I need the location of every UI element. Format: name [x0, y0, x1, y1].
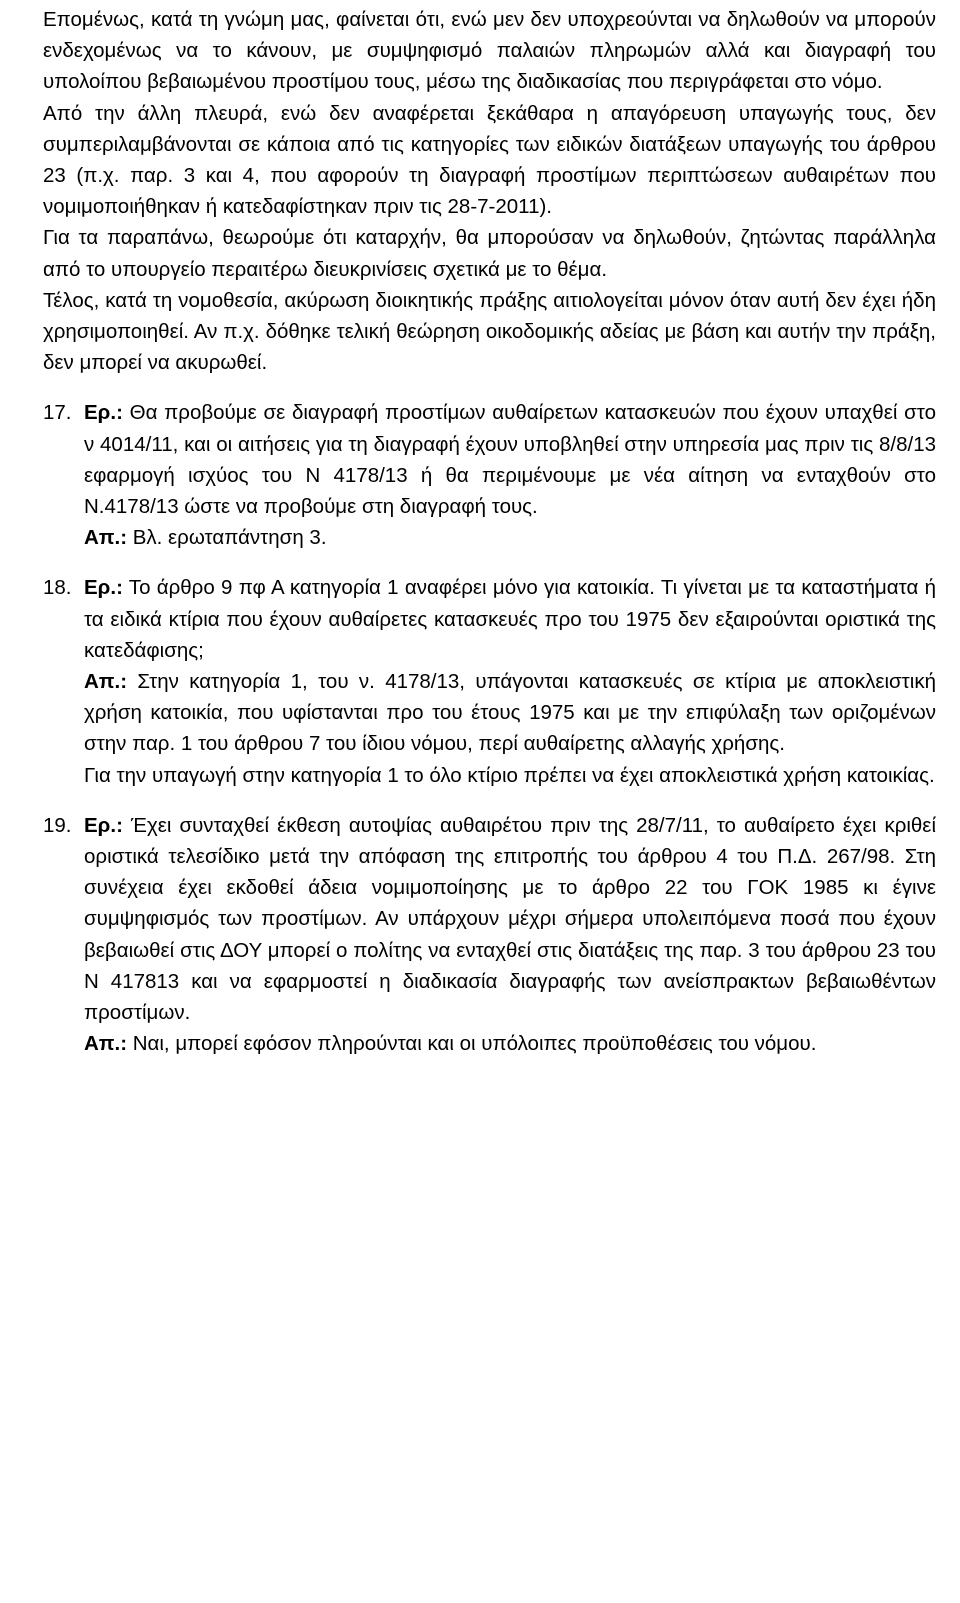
- answer-label: Απ.: [84, 526, 121, 550]
- question-text: [84, 572, 936, 666]
- answer-text: [43, 666, 936, 760]
- question-label: Ερ.: [84, 401, 117, 425]
- qa-item-17: [43, 397, 936, 553]
- qa-item-18: [43, 572, 936, 790]
- answer-body: Ναι, μπορεί εφόσον πληρούνται και οι υπόλοιπες προϋποθέσεις του νόμου.: [127, 1032, 817, 1056]
- answer-label: Απ.: [84, 1032, 121, 1056]
- intro-paragraph-4: Τέλος, κατά τη νομοθεσία, ακύρωση διοικητικής πράξης αιτιολογείται μόνον όταν αυτή δεν έχει ήδη χρησιμοποιηθεί. Αν π.χ. δόθηκε τελική θεώρηση οικοδομικής αδείας με βάση και αυτήν την πράξη, δεν μπορεί να ακυρωθεί.: [43, 288, 936, 375]
- question-body: Το άρθρο 9 πφ Α κατηγορία 1 αναφέρει μόνο για κατοικία. Τι γίνεται με τα καταστήματα ή τα ειδικά κτίρια που έχουν αυθαίρετες κατασκευές προ του 1975 δεν εξαιρούνται οριστικά της κατεδάφισης;: [84, 576, 936, 662]
- question-line: [43, 397, 936, 522]
- item-number: 19.: [43, 813, 72, 837]
- answer-body: Στην κατηγορία 1, του ν. 4178/13, υπάγονται κατασκευές σε κτίρια με αποκλειστική χρήση κατοικία, που υφίστανται προ του έτους 1975 και με την επιφύλαξη των οριζομένων στην παρ. 1 του άρθρου 7 του ίδιου νόμου, περί αυθαίρετης αλλαγής χρήσης.: [84, 670, 936, 756]
- answer-body: Βλ. ερωταπάντηση 3.: [127, 526, 327, 550]
- label-separator: :: [120, 670, 128, 694]
- intro-paragraph-1: Επομένως, κατά τη γνώμη μας, φαίνεται ότι, ενώ μεν δεν υποχρεούνται να δηλωθούν να μπορούν ενδεχομένως να το κάνουν, με συμψηφισμό παλαιών πληρωμών αλλά και διαγραφή του υπολοίπου βεβαιωμένου προστίμου τους, μέσω της διαδικασίας που περιγράφεται στο νόμο.: [43, 8, 936, 94]
- question-line: [43, 572, 936, 666]
- question-body: Έχει συνταχθεί έκθεση αυτοψίας αυθαιρέτου πριν της 28/7/11, το αυθαίρετο έχει κριθεί οριστικά τελεσίδικο μετά την απόφαση της επιτροπής του άρθρου 4 του Π.Δ. 267/98. Στη συνέχεια έχει εκδοθεί άδεια νομιμοποίησης με το άρθρο 22 του ΓΟΚ 1985 κι έγινε συμψηφισμός των προστίμων. Αν υπάρχουν μέχρι σήμερα υπολειπόμενα ποσά που έχουν βεβαιωθεί στις ΔΟΥ μπορεί ο πολίτης να ενταχθεί στις διατάξεις της παρ. 3 του άρθρου 23 του Ν 417813 και να εφαρμοστεί η διαδικασία διαγραφής των ανείσπρακτων βεβαιωθέντων προστίμων.: [84, 813, 936, 1025]
- answer-extra-text: Για την υπαγωγή στην κατηγορία 1 το όλο κτίριο πρέπει να έχει αποκλειστικά χρήση κατοικίας.: [84, 763, 935, 787]
- qa-item-19: [43, 810, 936, 1060]
- item-number: 18.: [43, 576, 72, 600]
- label-separator: :: [120, 1032, 128, 1056]
- label-separator: :: [116, 576, 123, 600]
- answer-text: [43, 1028, 936, 1059]
- label-separator: :: [116, 813, 123, 837]
- question-line: [43, 810, 936, 1028]
- intro-paragraph-3: Για τα παραπάνω, θεωρούμε ότι καταρχήν, θα μπορούσαν να δηλωθούν, ζητώντας παράλληλα από το υπουργείο περαιτέρω διευκρινίσεις σχετικά με το θέμα.: [43, 226, 936, 281]
- question-text: [84, 397, 936, 522]
- answer-text: [43, 522, 936, 553]
- label-separator: :: [120, 526, 128, 550]
- question-body: Θα προβούμε σε διαγραφή προστίμων αυθαίρετων κατασκευών που έχουν υπαχθεί στο ν 4014/11, και οι αιτήσεις για τη διαγραφή έχουν υποβληθεί στην υπηρεσία μας πριν τις 8/8/13 εφαρμογή ισχύος του Ν 4178/13 ή θα περιμένουμε με νέα αίτηση να ενταχθούν στο Ν.4178/13 ώστε να προβούμε στη διαγραφή τους.: [84, 401, 936, 519]
- question-text: [84, 810, 936, 1028]
- label-separator: :: [116, 401, 123, 425]
- item-number: 17.: [43, 401, 72, 425]
- answer-label: Απ.: [84, 670, 121, 694]
- question-label: Ερ.: [84, 813, 117, 837]
- intro-paragraph-2: Από την άλλη πλευρά, ενώ δεν αναφέρεται ξεκάθαρα η απαγόρευση υπαγωγής τους, δεν συμπεριλαμβάνονται σε κάποια από τις κατηγορίες των ειδικών διατάξεων υπαγωγής του άρθρου 23 (π.χ. παρ. 3 και 4, που αφορούν τη διαγραφή προστίμων περιπτώσεων αυθαιρέτων που νομιμοποιήθηκαν ή κατεδαφίστηκαν πριν τις 28-7-2011).: [43, 101, 936, 219]
- question-label: Ερ.: [84, 576, 117, 600]
